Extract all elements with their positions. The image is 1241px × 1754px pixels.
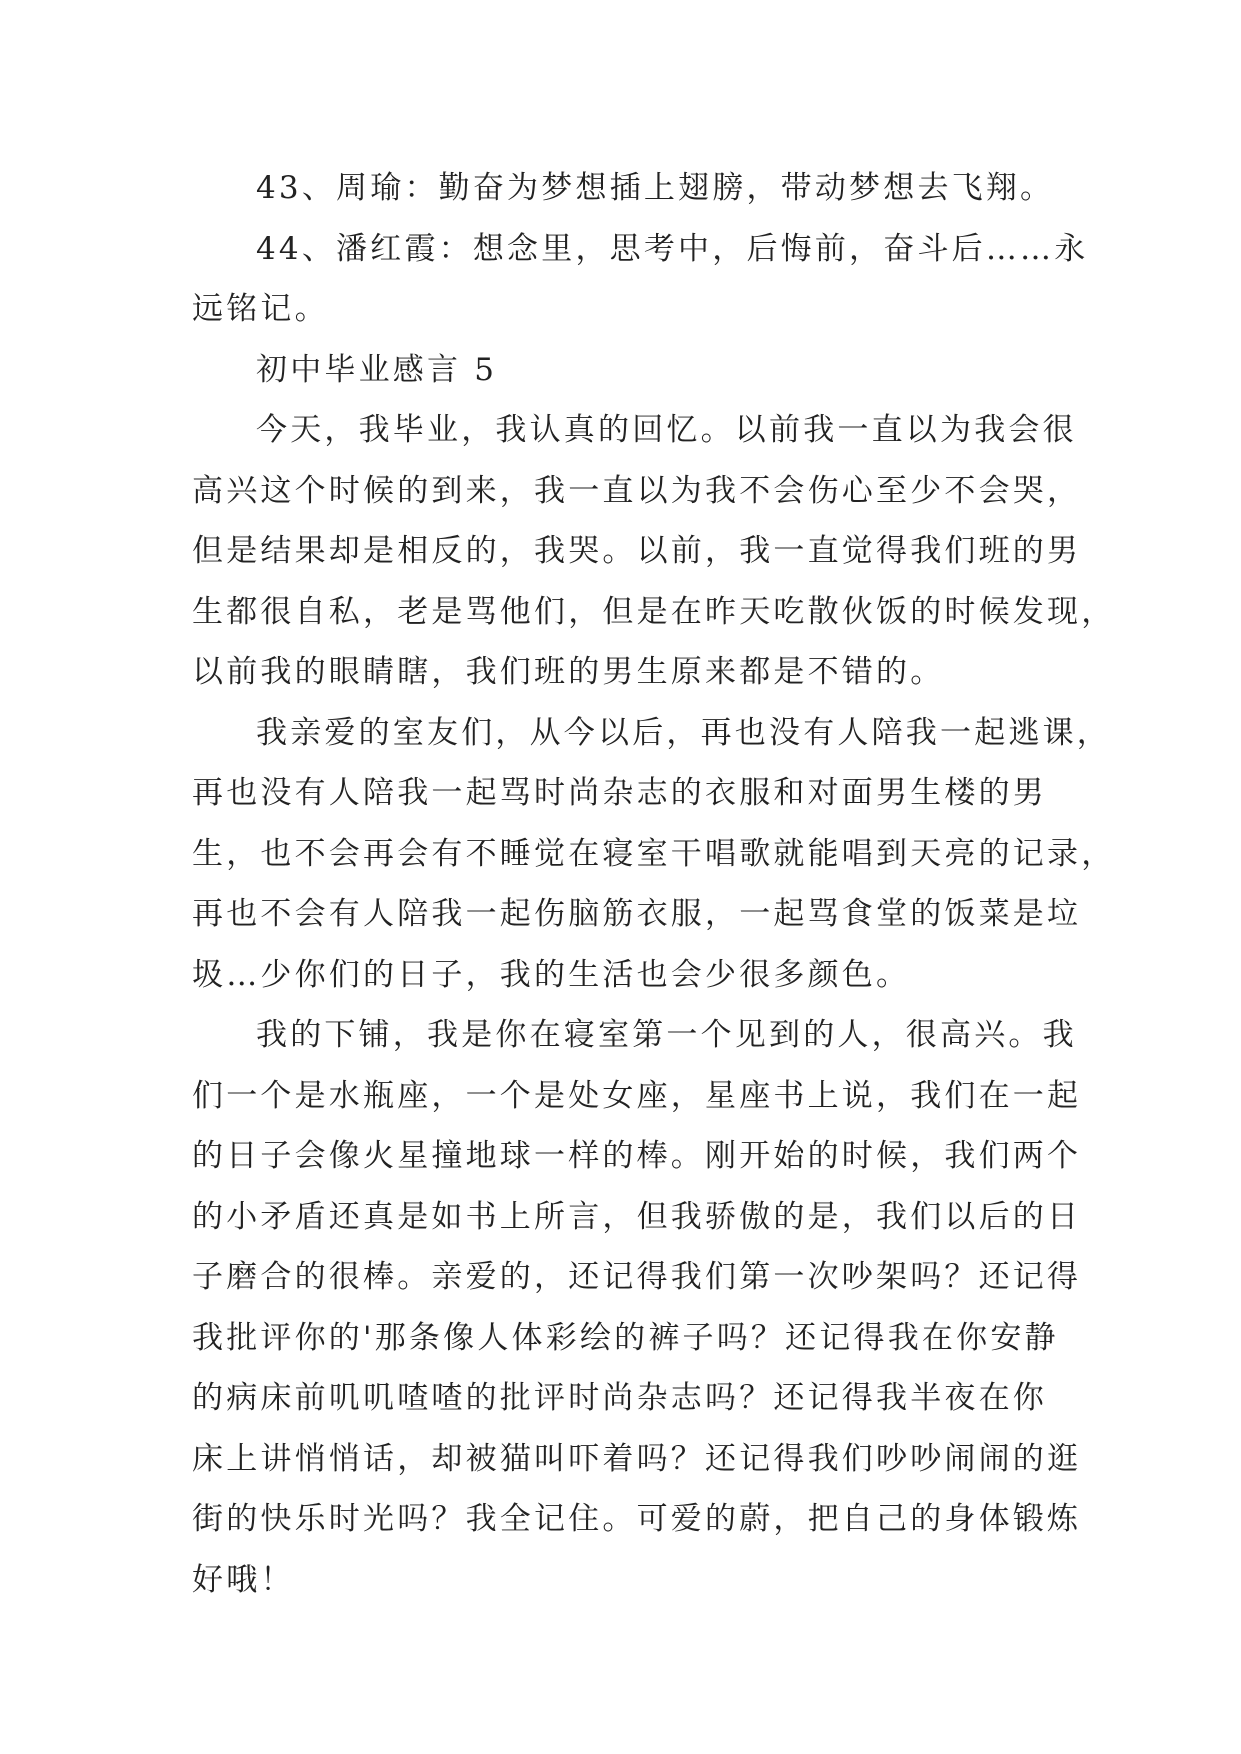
text-line: 再也没有人陪我一起骂时尚杂志的衣服和对面男生楼的男 [192, 775, 1047, 811]
text-line: 子磨合的很棒。亲爱的，还记得我们第一次吵架吗？还记得 [192, 1259, 1082, 1295]
text-line: 街的快乐时光吗？我全记住。可爱的蔚，把自己的身体锻炼 [192, 1501, 1082, 1537]
text-line: 我亲爱的室友们，从今以后，再也没有人陪我一起逃课， [256, 714, 1111, 751]
text-line: 今天，我毕业，我认真的回忆。以前我一直以为我会很 [256, 412, 1077, 448]
text-line: 生，也不会再会有不睡觉在寝室干唱歌就能唱到天亮的记录， [192, 835, 1116, 872]
text-line: 我的下铺，我是你在寝室第一个见到的人，很高兴。我 [256, 1017, 1077, 1053]
text-line: 我批评你的'那条像人体彩绘的裤子吗？还记得我在你安静 [192, 1319, 1059, 1356]
text-line: 高兴这个时候的到来，我一直以为我不会伤心至少不会哭， [192, 472, 1082, 509]
text-line: 圾…少你们的日子，我的生活也会少很多颜色。 [192, 956, 911, 993]
text-line: 生都很自私，老是骂他们，但是在昨天吃散伙饭的时候发现， [192, 593, 1116, 630]
text-line: 的日子会像火星撞地球一样的棒。刚开始的时候，我们两个 [192, 1138, 1082, 1174]
section-heading: 初中毕业感言 5 [256, 351, 498, 388]
text-line: 床上讲悄悄话，却被猫叫吓着吗？还记得我们吵吵闹闹的逛 [192, 1440, 1082, 1477]
text-line: 44、潘红霞：想念里，思考中，后悔前，奋斗后……永 [256, 230, 1089, 267]
text-line: 43、周瑜：勤奋为梦想插上翅膀，带动梦想去飞翔。 [256, 170, 1055, 206]
document-body [192, 158, 1116, 1610]
text-line: 的病床前叽叽喳喳的批评时尚杂志吗？还记得我半夜在你 [192, 1380, 1047, 1416]
text-line: 好哦！ [192, 1561, 295, 1598]
text-line: 的小矛盾还真是如书上所言，但我骄傲的是，我们以后的日 [192, 1198, 1082, 1235]
text-line: 们一个是水瓶座，一个是处女座，星座书上说，我们在一起 [192, 1077, 1082, 1114]
text-line: 以前我的眼睛瞎，我们班的男生原来都是不错的。 [192, 654, 945, 690]
text-line: 再也不会有人陪我一起伤脑筋衣服，一起骂食堂的饭菜是垃 [192, 896, 1082, 932]
text-line: 但是结果却是相反的，我哭。以前，我一直觉得我们班的男 [192, 533, 1082, 569]
text-line: 远铭记。 [192, 291, 329, 327]
